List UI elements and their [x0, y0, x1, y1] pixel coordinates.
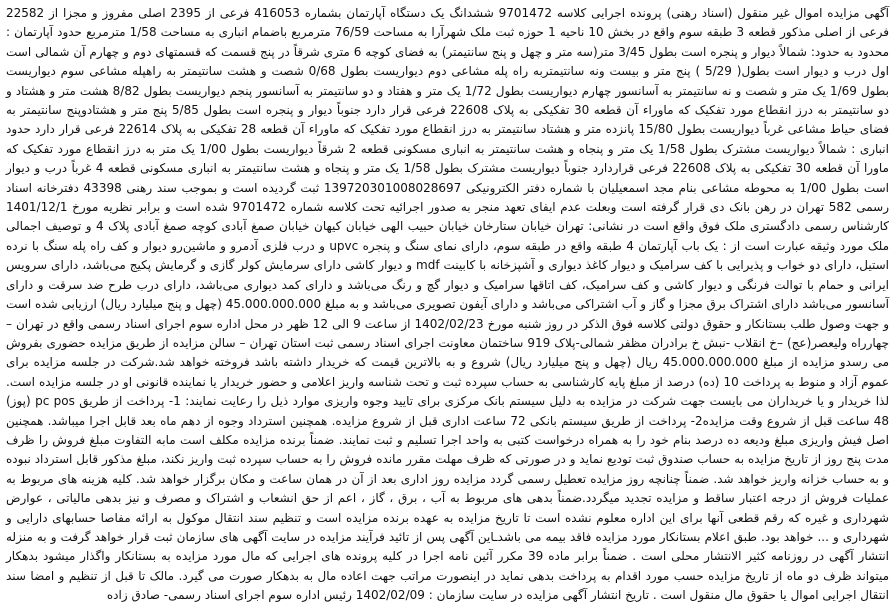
auction-notice-text: آگهی مزایده اموال غیر منقول (اسناد رهنی) پرونده اجرایی کلاسه 9701472 ششدانگ یک دستگاه آپارتمان بشماره 416053 فرعی از 2395 اصلی مفروز و مجزا از 22582 فرعی از اصلی مذکور قطعه 3 طبقه سوم واقع در بخش 10 ناحیه 1 حوزه ثبت ملک شهرآرا به مساحت 76/59 مترمربع باضمام انباری به مساحت 1/58 مترمربع حدود آپارتمان : محدود به حدود: شمالاً دیوار و پنجره است بطول 3/45 متر(سه متر و چهل و پنج سانتیمتر) به فضای کوچه 6 متری شرقاً در پنج قسمت که قسمتهای دوم و چهارم آن شمالی است اول درب و دیوار است بطول( 5/29 ) پنج متر و بیست ونه سانتیمتربه راه پله مشاعی دوم دیواریست بطول 0/68 شصت و هشت سانتیمتر به راهپله مشاعی سوم دیواریست بطول 1/69 یک متر و شصت و نه سانتیمتر به آسانسور چهارم دیواریست بطول 1/72 یک متر و هفتاد و دو سانتیمتر به آسانسور پنجم دیواریست بطول 8/82 هشت متر و هشتاد و دو سانتیمتر به درز انقطاع مورد تفکیک که ماوراء آن قطعه 30 تفکیکی به پلاک 22608 فرعی قرار دارد جنوباً دیوار و پنجره است بطول 5/85 پنج متر و هشتادوپنج سانتیمتر به فضای حیاط مشاعی غرباً دیواریست بطول 15/80 پانزده متر و هشتاد سانتیمتر به درز انقطاع مورد تفکیک که ماوراء آن قطعه 28 تفکیکی به پلاک 22614 فرعی قرار دارد حدود انباری : شمالاً دیواریست مشترک بطول 1/58 یک متر و پنجاه و هشت سانتیمتر به انباری مسکونی قطعه 2 شرقاً دیواریست بطول 1/00 یک متر به درز انقطاع مورد تفکیک که ماورا آن قطعه 30 تفکیکی به پلاک 22608 فرعی قراردارد جنوباً دیواریست مشترک بطول 1/58 یک متر و پنجاه و هشت سانتیمتر به انباری مسکونی قطعه 4 غرباً درب و دیوار است بطول 1/00 به محوطه مشاعی بنام مجد اسمعیلیان با شماره دفتر الکترونیکی 139720301008028697 ثبت گردیده است و بموجب سند رهنی 43398 دفترخانه اسناد رسمی 582 تهران در رهن بانک دی قرار گرفته است وبعلت عدم ایفای تعهد منجر به صدور اجرائیه تحت کلاسه شماره 9701472 شده است و برابر نظریه مورخ 1401/12/1 کارشناس رسمی دادگستری ملک فوق واقع است در نشانی: تهران خیابان ستارخان خیابان حبیب الهی خیابان کیهان خیابان صمغ آبادی کوچه صمغ آبادی پلاک 4 و توصیف اجمالی ملک مورد وثیقه عبارت است از : یک باب آپارتمان 4 طبقه واقع در طبقه سوم، دارای نمای سنگ و پنجره upvc و درب فلزی آدمرو و ماشین‌رو دیوار و کف راه پله سنگ با نرده استیل، دارای دو خواب و پذیرایی با کف سرامیک و دیوار کاغذ دیواری و آشپزخانه با کابینت mdf و دیوار کاشی دارای سرمایش کولر گازی و گرمایش پکیج می‌باشد، دارای سرویس ایرانی و حمام با توالت فرنگی و دیوار کاشی و کف سرامیک، کف اتاقها سرامیک و دیوار گچ و رنگ می‌باشد و دارای کمد دیواری می‌باشد، دارای درب طرح ضد سرقت و دارای آسانسور می‌باشد دارای اشتراک برق مجزا و گاز و آب اشتراکی می‌باشد و دارای آیفون تصویری می‌باشد و به مبلغ 45.000.000.000 (چهل و پنج میلیارد ریال) ارزیابی شده است و جهت وصول طلب بستانکار و حقوق دولتی کلاسه فوق الذکر در روز شنبه مورخ 1402/02/23 از ساعت 9 الی 12 ظهر در محل اداره سوم اجرای اسناد رسمی واقع در تهران – چهارراه ولیعصر(عج) –خ انقلاب -نبش خ برادران مظفر شمالی-پلاک 919 ساختمان معاونت اجرای اسناد رسمی ثبت استان تهران – سالن مزایده از طریق مزایده حضوری بفروش می رسدو مزایده از مبلغ 45.000.000.000 ریال (چهل و پنج میلیارد ریال) شروع و به بالاترین قیمت که خریدار داشته باشد فروخته خواهد شد.شرکت در جلسه مزایده برای عموم آزاد و منوط به پرداخت 10 (ده) درصد از مبلغ پایه کارشناسی به حساب سپرده ثبت و تحت شناسه واریز اعلامی و حضور خریدار یا نماینده قانونی او در جلسه مزایده است. لذا خریدار و یا خریداران می بایست جهت شرکت در مزایده به دلیل سیستم بانک مرکزی برای تایید وجوه واریزی موارد ذیل را رعایت نمایند: 1- پرداخت از طریق pc pos (پوز) 48 ساعت قبل از شروع وقت مزایده2- پرداخت از طریق سیستم بانکی 72 ساعت اداری قبل از شروع مزایده. همچنین استرداد وجوه از دهم ماه بعد قابل اجرا میباشد. همچنین اصل فیش واریزی مبلغ ودیعه ده درصد بنام خود را به همراه درخواست کتبی به واحد اجرا تسلیم و ثبت نمایند. ضمناً برنده مزایده مکلف است مابه التفاوت مبلغ فروش را ظرف مدت پنج روز از تاریخ مزایده به حساب صندوق ثبت تودیع نماید و در صورتی که ظرف مهلت مقرر مانده فروش را به حساب سپرده ثبت واریز نکند، مبلغ مذکور قابل استرداد نبوده و به حساب خزانه واریز خواهد شد. ضمناً چنانچه روز مزایده تعطیل رسمی گردد مزایده روز اداری بعد از آن در همان ساعت و مکان برگزار خواهد شد. کلیه هزینه های مربوط به عملیات فروش از درجه اعتبار ساقط و مزایده تجدید میگردد.ضمناً بدهی های مربوط به آب ، برق ، گاز ، اعم از حق انشعاب و اشتراک و مصرف و نیز بدهی مالیاتی ، عوارض شهرداری و غیره که رقم قطعی آنها برای این اداره معلوم نشده است تا تاریخ مزایده به عهده برنده مزایده است و تنظیم سند انتقال موکول به ارائه مفاصا حسابهای دارایی و شهرداری و ... خواهد بود. طبق اعلام بستانکار مورد مزایده فاقد بیمه می باشدـاین آگهی پس از تائید فرآیند مزایده در سایت آگهی های سازمان ثبت قرار خواهد گرفت و به منزله انتشار آگهی در روزنامه کثیر الانتشار محلی است . ضمناً برابر ماده 39 مکرر آئین نامه اجرا در کلیه پرونده های اجرایی که مال مورد مزایده به بستانکار واگذار میشود بدهکار میتواند ظرف دو ماه از تاریخ مزایده حسب مورد اقدام به پرداخت بدهی نماید در اینصورت مراتب جهت اعاده مال به بدهکار صورت می گیرد. مالک تا قبل از تنظیم و امضا سند انتقال اجرایی اموال یا حقوق مال منقول است . تاریخ انتشار آگهی مزایده در سایت سازمان : 1402/02/09 رئیس اداره سوم اجرای اسناد رسمی- صادق زاده — [6, 6, 890, 603]
